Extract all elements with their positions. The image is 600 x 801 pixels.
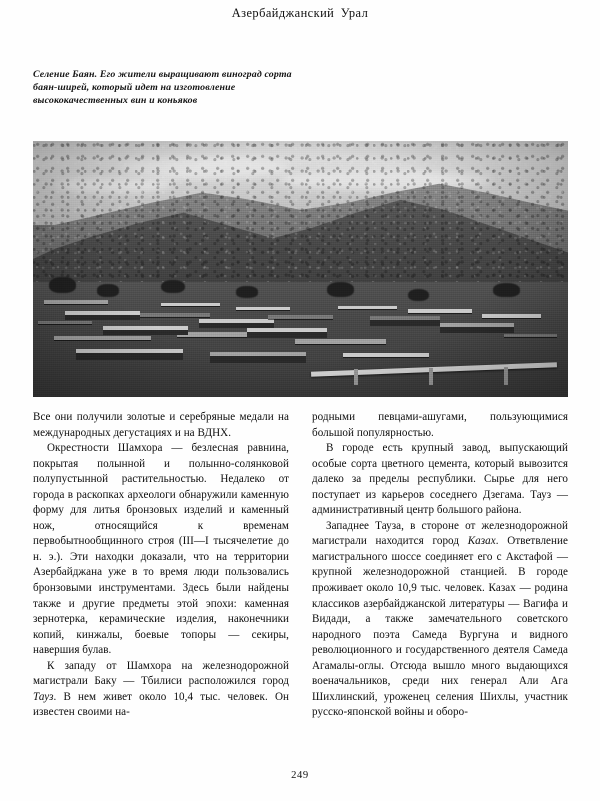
place-name-tauz: Тауз (33, 690, 54, 703)
tree-shape (408, 289, 429, 302)
paragraph (312, 519, 568, 721)
house-wall (247, 332, 327, 338)
house-roof (236, 307, 290, 310)
house-roof (338, 306, 397, 309)
left-text-column (33, 410, 289, 760)
page-number: 249 (291, 770, 309, 781)
paragraph: Все они получили золотые и серебряные медали на международных дегустациях и на ВДНХ. (33, 411, 289, 439)
house-roof (161, 303, 220, 306)
house-roof (482, 314, 541, 317)
place-name-kazakh: Казах (467, 535, 496, 548)
village-photograph (33, 141, 568, 397)
house-wall (103, 330, 189, 336)
bridge-span (311, 362, 557, 376)
tree-shape (97, 284, 118, 297)
bridge-pier (429, 368, 433, 385)
house-wall (65, 315, 140, 321)
tree-shape (49, 277, 76, 293)
bridge-pier (504, 367, 508, 385)
house-roof (343, 353, 429, 357)
house-wall (76, 353, 183, 360)
paragraph-text-before-term: К западу от Шамхора на железнодорожной магистрали Баку — Тбилиси расположился город (33, 659, 289, 688)
paragraph: родными певцами-ашугами, пользующимися большой популярностью. (312, 411, 568, 439)
bridge-pier (354, 369, 358, 385)
paragraph-text-after-term: . В нем живет около 10,4 тыс. человек. Он известен своими на- (33, 690, 289, 719)
two-column-text-body (33, 410, 568, 760)
tree-shape (161, 280, 185, 294)
paragraph: Окрестности Шамхора — безлесная равнина, покрытая полынной и полынно-солянковой полупустынной растительностью. Недалеко от города в раскопках археологи обнаружили каменную форму для литья бронзовых изделий и каменный нож, относящийся к временам первобытнообщинного строя (III—I тысячелетие до н. э.). Эти находки доказали, что на территории Азербайджана уже в то время люди пользовались бронзовыми инструментами. Здесь были найдены также и другие предметы этой эпохи: каменная зернотерка, керамические изделия, наконечники копий, кинжалы, боевые топоры — секиры, навершия булав. (33, 442, 289, 657)
house-roof (504, 334, 558, 338)
house-roof (54, 336, 150, 340)
house-roof (268, 315, 332, 319)
house-wall (210, 356, 306, 363)
tree-shape (236, 286, 257, 298)
house-roof (44, 300, 108, 304)
paragraph (33, 659, 289, 721)
paragraph-text-after-term: . Ответвление магистрального шоссе соединяет его с Акстафой — крупной железнодорожной станцией. В городе проживает около 10,9 тыс. человек. Казах — родина классиков азербайджанской литературы — Вагифа и Видади, а также замечательного советского народного поэта Самеда Вургуна и видного революционного и государственного деятеля Самеда Агамалы-оглы. Отсюда вышло много выдающихся военачальников, среди них генерал Али Ага Шихлинский, уроженец селения Шихлы, участник русско-японской войны и оборо- (312, 535, 568, 719)
figure-caption: Селение Баян. Его жители выращивают виноград сорта баян-ширей, который идет на изготовление высококачественных вин и коньяков (33, 69, 292, 106)
house-roof (140, 313, 210, 317)
house-wall (199, 323, 274, 329)
house-wall (370, 320, 440, 326)
village-houses-area (33, 282, 568, 397)
right-text-column (312, 410, 568, 760)
paragraph-text-before-term: Западнее Тауза, в стороне от железнодорожной магистрали находится город (312, 519, 568, 548)
house-roof (408, 309, 472, 313)
running-head: Азербайджанский Урал (231, 6, 369, 20)
tree-shape (493, 283, 520, 297)
house-roof (295, 339, 386, 343)
house-wall (440, 327, 515, 333)
tree-shape (327, 282, 354, 297)
paragraph: В городе есть крупный завод, выпускающий особые сорта цветного цемента, который вывозится далеко за пределы республики. Сырье для него поступает из карьеров соседнего Дзегама. Тауз — административный центр большого района. (312, 442, 568, 517)
house-roof (38, 321, 92, 324)
photo-canvas (33, 141, 568, 397)
